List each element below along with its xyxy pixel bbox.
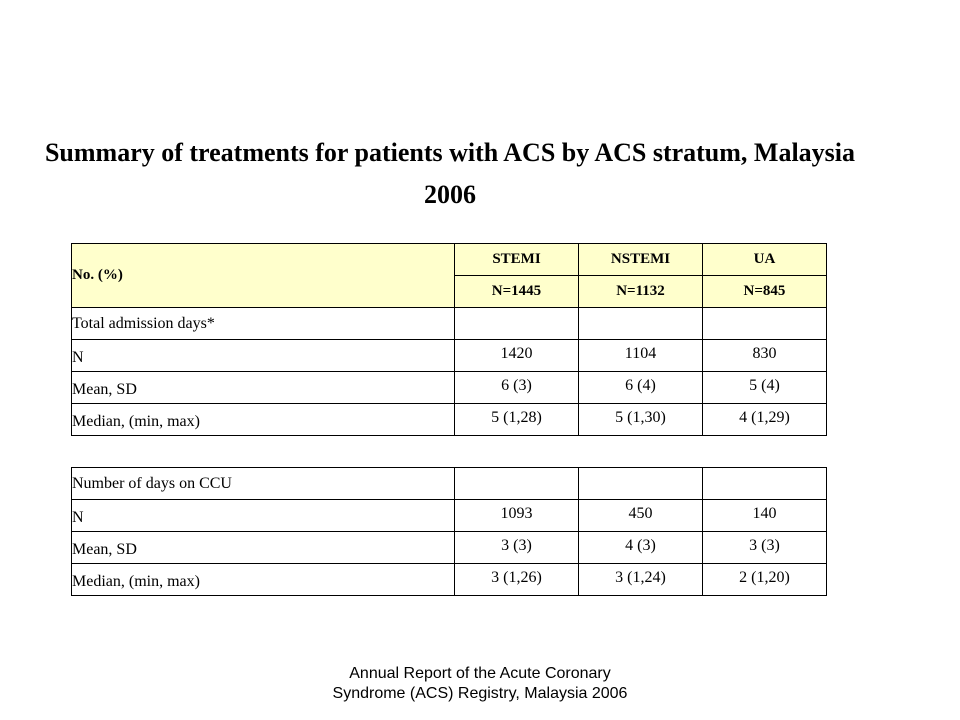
- row-label: Median, (min, max): [72, 564, 455, 596]
- section-label: Number of days on CCU: [72, 468, 455, 500]
- row-label: Median, (min, max): [72, 404, 455, 436]
- corner-header: No. (%): [72, 244, 455, 308]
- ccu-days-table: [71, 467, 827, 596]
- value-cell: 3 (1,26): [455, 564, 579, 596]
- value-cell: 3 (3): [455, 532, 579, 564]
- empty-cell: [703, 308, 827, 340]
- value-cell: 140: [703, 500, 827, 532]
- total-stemi: N=1445: [455, 276, 579, 308]
- total-nstemi: N=1132: [579, 276, 703, 308]
- section-label: Total admission days*: [72, 308, 455, 340]
- header-row: [72, 244, 827, 276]
- row-label: Mean, SD: [72, 532, 455, 564]
- value-cell: 5 (1,28): [455, 404, 579, 436]
- value-cell: 5 (4): [703, 372, 827, 404]
- footer-citation: [260, 664, 700, 704]
- table-row: [72, 340, 827, 372]
- section-row: [72, 468, 827, 500]
- value-cell: 6 (4): [579, 372, 703, 404]
- column-header-ua: UA: [703, 244, 827, 276]
- total-ua: N=845: [703, 276, 827, 308]
- row-label: Mean, SD: [72, 372, 455, 404]
- footer-line: Syndrome (ACS) Registry, Malaysia 2006: [332, 685, 628, 702]
- footer-line: Annual Report of the Acute Coronary: [349, 665, 611, 682]
- table-row: [72, 404, 827, 436]
- value-cell: 830: [703, 340, 827, 372]
- empty-cell: [455, 308, 579, 340]
- value-cell: 4 (3): [579, 532, 703, 564]
- column-header-nstemi: NSTEMI: [579, 244, 703, 276]
- value-cell: 3 (1,24): [579, 564, 703, 596]
- value-cell: 3 (3): [703, 532, 827, 564]
- value-cell: 1420: [455, 340, 579, 372]
- section-row: [72, 308, 827, 340]
- empty-cell: [579, 308, 703, 340]
- table-row: [72, 532, 827, 564]
- value-cell: 6 (3): [455, 372, 579, 404]
- row-label: N: [72, 340, 455, 372]
- value-cell: 2 (1,20): [703, 564, 827, 596]
- empty-cell: [703, 468, 827, 500]
- table-row: [72, 564, 827, 596]
- table-row: [72, 500, 827, 532]
- value-cell: 450: [579, 500, 703, 532]
- column-header-stemi: STEMI: [455, 244, 579, 276]
- admission-days-table: [71, 243, 827, 436]
- value-cell: 5 (1,30): [579, 404, 703, 436]
- table-row: [72, 372, 827, 404]
- empty-cell: [579, 468, 703, 500]
- page-title: Summary of treatments for patients with ACS by ACS stratum, Malaysia 2006: [44, 138, 856, 209]
- row-label: N: [72, 500, 455, 532]
- value-cell: 1104: [579, 340, 703, 372]
- empty-cell: [455, 468, 579, 500]
- value-cell: 1093: [455, 500, 579, 532]
- value-cell: 4 (1,29): [703, 404, 827, 436]
